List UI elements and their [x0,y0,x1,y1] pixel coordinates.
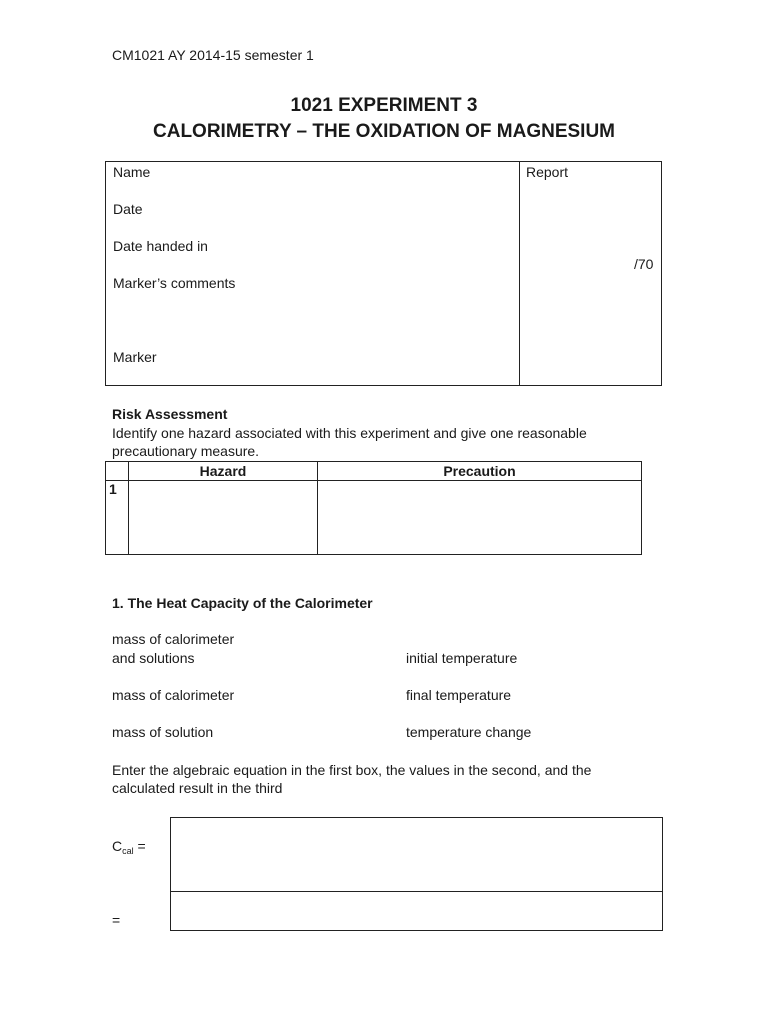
risk-table [105,461,642,555]
table-row [106,481,642,555]
risk-instruction-line1: Identify one hazard associated with this experiment and give one reasonable [112,425,587,441]
date-handed-in-label: Date handed in [113,238,208,254]
mass-calorimeter-label: mass of calorimeter [112,687,235,703]
mass-cal-solutions-line2: and solutions [112,650,195,666]
risk-precaution-cell[interactable] [318,481,642,555]
risk-heading: Risk Assessment [112,406,228,422]
markers-comments-label: Marker’s comments [113,275,236,291]
info-box [105,161,662,386]
course-line: CM1021 AY 2014-15 semester 1 [112,47,314,63]
experiment-title: 1021 EXPERIMENT 3 [290,95,478,116]
risk-col-hazard: Hazard [129,462,318,481]
risk-col-precaution: Precaution [318,462,642,481]
report-label: Report [526,164,569,180]
final-temperature-label: final temperature [406,687,512,703]
ccal-subscript: cal [122,846,134,856]
temperature-change-label: temperature change [406,724,532,740]
mass-solution-label: mass of solution [112,724,214,740]
enter-instruction-line2: calculated result in the third [112,780,283,796]
risk-table-header [106,462,642,481]
values-box[interactable] [170,891,663,931]
initial-temperature-label: initial temperature [406,650,518,666]
risk-hazard-cell[interactable] [129,481,318,555]
equals-label: = [112,912,121,928]
enter-instruction-line1: Enter the algebraic equation in the first box, the values in the second, and the [112,762,592,778]
risk-row-number: 1 [106,481,129,555]
name-label: Name [113,164,151,180]
experiment-subtitle: CALORIMETRY – THE OXIDATION OF MAGNESIUM [153,121,615,142]
equation-box[interactable] [170,817,663,892]
ccal-label [112,838,146,854]
marker-label: Marker [113,349,157,365]
ccal-main: C [112,838,123,854]
report-total: /70 [634,256,654,272]
section1-heading: 1. The Heat Capacity of the Calorimeter [112,595,373,611]
risk-col-number [106,462,129,481]
info-box-divider [519,161,520,386]
date-label: Date [113,201,143,217]
ccal-equals: = [133,838,146,854]
mass-cal-solutions-line1: mass of calorimeter [112,631,235,647]
risk-instruction-line2: precautionary measure. [112,443,260,459]
